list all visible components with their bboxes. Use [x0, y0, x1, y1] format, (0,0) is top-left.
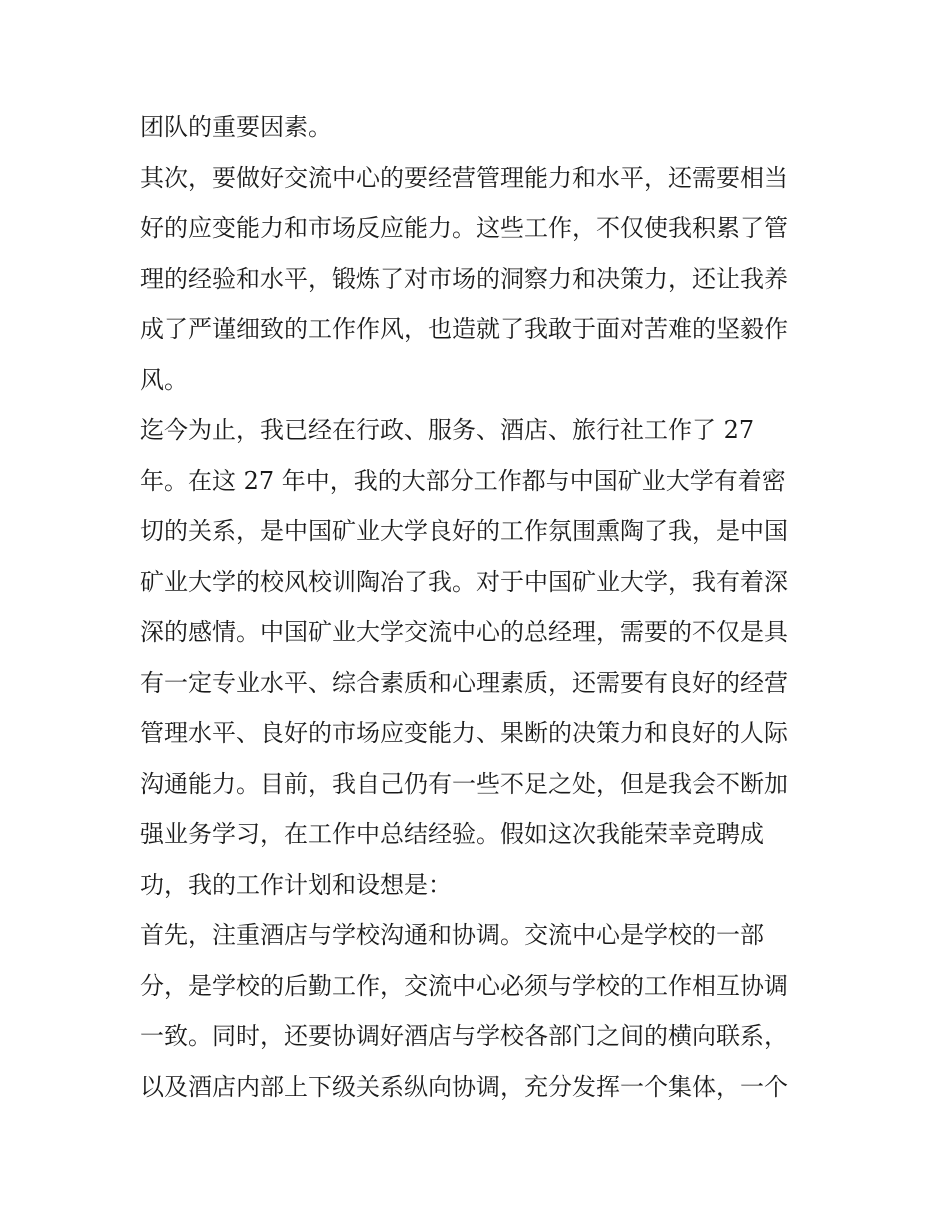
- text-line: 深的感情。中国矿业大学交流中心的总经理，需要的不仅是具: [140, 618, 788, 646]
- text-line: 一致。同时，还要协调好酒店与学校各部门之间的横向联系，: [140, 1022, 788, 1050]
- text-line: 其次，要做好交流中心的要经营管理能力和水平，还需要相当: [140, 163, 788, 192]
- text-line: 年。在这 27 年中，我的大部分工作都与中国矿业大学有着密: [140, 466, 786, 495]
- text-line: 迄今为止，我已经在行政、服务、酒店、旅行社工作了 27: [140, 416, 755, 444]
- text-line: 有一定专业水平、综合素质和心理素质，还需要有良好的经营: [140, 668, 788, 697]
- text-line: 管理水平、良好的市场应变能力、果断的决策力和良好的人际: [140, 719, 788, 747]
- text-line: 强业务学习，在工作中总结经验。假如这次我能荣幸竞聘成: [140, 820, 764, 848]
- text-line: 好的应变能力和市场反应能力。这些工作，不仅使我积累了管: [140, 214, 788, 242]
- text-line: 功，我的工作计划和设想是：: [140, 870, 452, 899]
- text-line: 成了严谨细致的工作作风，也造就了我敢于面对苦难的坚毅作: [140, 315, 788, 343]
- text-line: 理的经验和水平，锻炼了对市场的洞察力和决策力，还让我养: [140, 264, 788, 293]
- text-line: 切的关系，是中国矿业大学良好的工作氛围熏陶了我，是中国: [140, 517, 788, 545]
- text-line: 首先，注重酒店与学校沟通和协调。交流中心是学校的一部: [140, 921, 764, 949]
- text-line: 团队的重要因素。: [140, 113, 332, 141]
- text-line: 风。: [140, 365, 188, 394]
- text-line: 矿业大学的校风校训陶冶了我。对于中国矿业大学，我有着深: [140, 567, 788, 596]
- text-line: 以及酒店内部上下级关系纵向协调，充分发挥一个集体，一个: [140, 1072, 788, 1101]
- text-line: 分，是学校的后勤工作，交流中心必须与学校的工作相互协调: [140, 971, 788, 1000]
- document-body: [140, 102, 820, 1112]
- text-line: 沟通能力。目前，我自己仍有一些不足之处，但是我会不断加: [140, 769, 788, 798]
